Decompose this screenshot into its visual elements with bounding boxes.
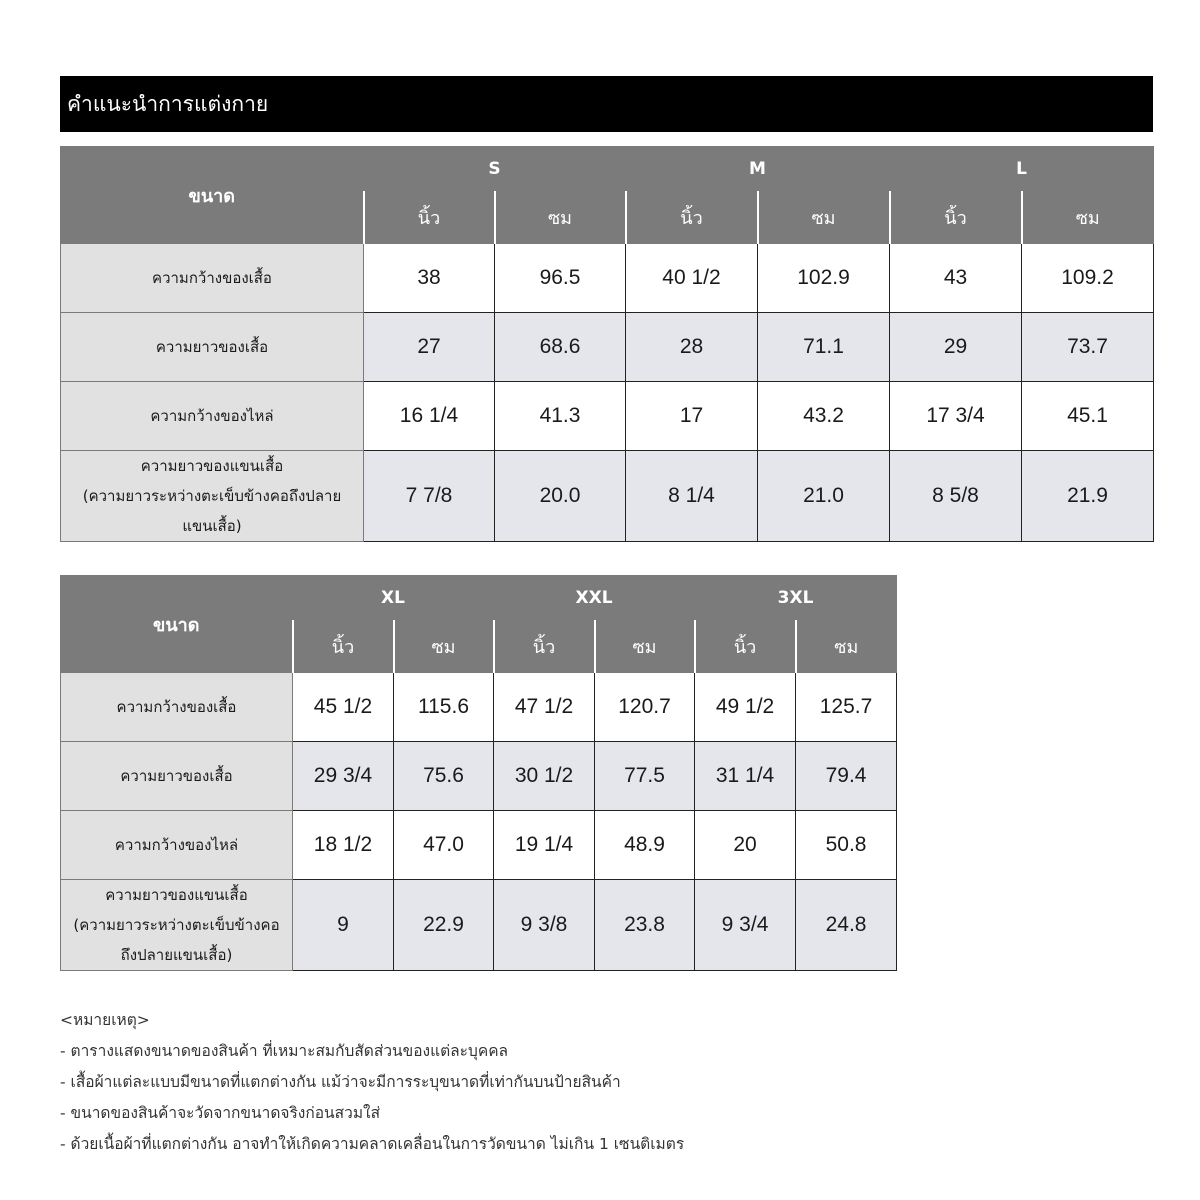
value-cell: 49 1/2 <box>695 673 796 742</box>
size-table-s-m-l <box>60 146 1154 542</box>
table-row <box>61 742 897 811</box>
size-label-m: M <box>626 147 890 192</box>
unit-inch: นิ้ว <box>626 192 758 244</box>
page-title: คำแนะนำการแต่งกาย <box>60 76 1153 132</box>
unit-inch: นิ้ว <box>494 621 595 673</box>
value-cell: 27 <box>364 313 495 382</box>
label-line: แขนเสื้อ) <box>182 517 242 535</box>
row-label-sleeve-length <box>61 880 293 971</box>
value-cell: 20.0 <box>495 451 626 542</box>
value-cell: 21.9 <box>1022 451 1154 542</box>
note-item: - เสื้อผ้าแต่ละแบบมีขนาดที่แตกต่างกัน แม้ว่าจะมีการระบุขนาดที่เท่ากันบนป้ายสินค้า <box>60 1073 621 1091</box>
row-label-shoulder-width: ความกว้างของไหล่ <box>61 811 293 880</box>
value-cell: 17 <box>626 382 758 451</box>
value-cell: 120.7 <box>595 673 695 742</box>
unit-cm: ซม <box>394 621 494 673</box>
value-cell: 50.8 <box>796 811 897 880</box>
unit-cm: ซม <box>1022 192 1154 244</box>
unit-cm: ซม <box>595 621 695 673</box>
table-row <box>61 880 897 971</box>
size-header: ขนาด <box>61 576 293 673</box>
row-label-sleeve-length <box>61 451 364 542</box>
value-cell: 45 1/2 <box>293 673 394 742</box>
size-label-s: S <box>364 147 626 192</box>
table-row <box>61 451 1154 542</box>
value-cell: 41.3 <box>495 382 626 451</box>
value-cell: 18 1/2 <box>293 811 394 880</box>
value-cell: 48.9 <box>595 811 695 880</box>
size-label-xl: XL <box>293 576 494 621</box>
value-cell: 79.4 <box>796 742 897 811</box>
value-cell: 29 3/4 <box>293 742 394 811</box>
value-cell: 40 1/2 <box>626 244 758 313</box>
value-cell: 125.7 <box>796 673 897 742</box>
value-cell: 17 3/4 <box>890 382 1022 451</box>
value-cell: 38 <box>364 244 495 313</box>
label-line: (ความยาวระหว่างตะเข็บข้างคอถึงปลาย <box>82 487 342 505</box>
unit-cm: ซม <box>796 621 897 673</box>
value-cell: 47.0 <box>394 811 494 880</box>
label-line: ความยาวของแขนเสื้อ <box>140 457 284 475</box>
unit-cm: ซม <box>758 192 890 244</box>
unit-inch: นิ้ว <box>890 192 1022 244</box>
note-item: - ตารางแสดงขนาดของสินค้า ที่เหมาะสมกับสัดส่วนของแต่ละบุคคล <box>60 1042 509 1060</box>
value-cell: 73.7 <box>1022 313 1154 382</box>
value-cell: 43.2 <box>758 382 890 451</box>
size-label-xxl: XXL <box>494 576 695 621</box>
size-label-3xl: 3XL <box>695 576 897 621</box>
notes-heading: <หมายเหตุ> <box>60 1011 150 1029</box>
notes-section <box>60 1005 1060 1160</box>
value-cell: 8 1/4 <box>626 451 758 542</box>
row-label-chest-width: ความกว้างของเสื้อ <box>61 673 293 742</box>
value-cell: 43 <box>890 244 1022 313</box>
table-row <box>61 244 1154 313</box>
value-cell: 71.1 <box>758 313 890 382</box>
value-cell: 7 7/8 <box>364 451 495 542</box>
size-label-l: L <box>890 147 1154 192</box>
note-item: - ขนาดของสินค้าจะวัดจากขนาดจริงก่อนสวมใส่ <box>60 1104 381 1122</box>
value-cell: 31 1/4 <box>695 742 796 811</box>
value-cell: 77.5 <box>595 742 695 811</box>
note-item: - ด้วยเนื้อผ้าที่แตกต่างกัน อาจทำให้เกิดความคลาดเคลื่อนในการวัดขนาด ไม่เกิน 1 เซนติเมตร <box>60 1135 685 1153</box>
value-cell: 19 1/4 <box>494 811 595 880</box>
row-label-chest-width: ความกว้างของเสื้อ <box>61 244 364 313</box>
unit-cm: ซม <box>495 192 626 244</box>
value-cell: 115.6 <box>394 673 494 742</box>
value-cell: 45.1 <box>1022 382 1154 451</box>
value-cell: 21.0 <box>758 451 890 542</box>
value-cell: 23.8 <box>595 880 695 971</box>
value-cell: 28 <box>626 313 758 382</box>
value-cell: 102.9 <box>758 244 890 313</box>
label-line: ความยาวของแขนเสื้อ <box>105 886 248 904</box>
value-cell: 96.5 <box>495 244 626 313</box>
unit-inch: นิ้ว <box>695 621 796 673</box>
value-cell: 30 1/2 <box>494 742 595 811</box>
value-cell: 9 3/4 <box>695 880 796 971</box>
value-cell: 20 <box>695 811 796 880</box>
size-header: ขนาด <box>61 147 364 244</box>
value-cell: 47 1/2 <box>494 673 595 742</box>
value-cell: 8 5/8 <box>890 451 1022 542</box>
value-cell: 68.6 <box>495 313 626 382</box>
table-row <box>61 313 1154 382</box>
size-table-xl-xxl-3xl <box>60 575 897 971</box>
table-row <box>61 673 897 742</box>
value-cell: 24.8 <box>796 880 897 971</box>
value-cell: 109.2 <box>1022 244 1154 313</box>
value-cell: 29 <box>890 313 1022 382</box>
row-label-body-length: ความยาวของเสื้อ <box>61 313 364 382</box>
row-label-shoulder-width: ความกว้างของไหล่ <box>61 382 364 451</box>
unit-inch: นิ้ว <box>364 192 495 244</box>
value-cell: 22.9 <box>394 880 494 971</box>
label-line: ถึงปลายแขนเสื้อ) <box>120 946 233 964</box>
unit-inch: นิ้ว <box>293 621 394 673</box>
value-cell: 16 1/4 <box>364 382 495 451</box>
value-cell: 9 3/8 <box>494 880 595 971</box>
table-row <box>61 811 897 880</box>
table-row <box>61 382 1154 451</box>
row-label-body-length: ความยาวของเสื้อ <box>61 742 293 811</box>
value-cell: 75.6 <box>394 742 494 811</box>
value-cell: 9 <box>293 880 394 971</box>
label-line: (ความยาวระหว่างตะเข็บข้างคอ <box>73 916 280 934</box>
